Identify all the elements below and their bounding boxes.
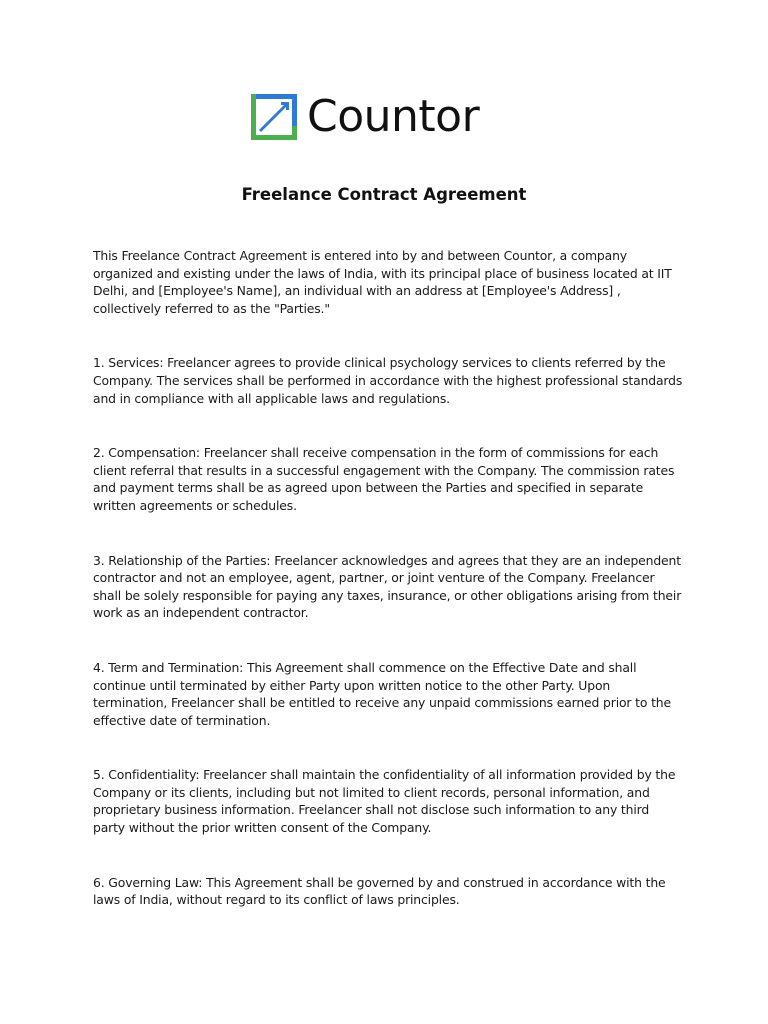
clause-governing-law: 6. Governing Law: This Agreement shall be governed by and construed in accordance with the laws of India, without regard to its conflict of laws principles. bbox=[93, 874, 666, 908]
document-body bbox=[93, 247, 683, 946]
countor-logo-mark-icon bbox=[251, 94, 297, 140]
brand-logo bbox=[251, 92, 479, 142]
brand-name: Countor bbox=[307, 91, 480, 142]
clause-services: 1. Services: Freelancer agrees to provide clinical psychology services to clients referred by the Company. The services shall be performed in accordance with the highest professional standards and in compliance with all applicable laws and regulations. bbox=[93, 355, 683, 406]
clause-relationship: 3. Relationship of the Parties: Freelancer acknowledges and agrees that they are an independent contractor and not an employee, agent, partner, or joint venture of the Company. Freelancer shall be solely responsible for paying any taxes, insurance, or other obligations arising from their work as an independent contractor. bbox=[93, 552, 682, 621]
clause-compensation: 2. Compensation: Freelancer shall receive compensation in the form of commissions for each client referral that results in a successful engagement with the Company. The commission rates and payment terms shall be as agreed upon between the Parties and specified in separate written agreements or schedules. bbox=[93, 445, 675, 513]
clause-term-termination: 4. Term and Termination: This Agreement shall commence on the Effective Date and shall continue until terminated by either Party upon written notice to the other Party. Upon termination, Freelancer shall be entitled to receive any unpaid commissions earned prior to the effective date of termination. bbox=[93, 659, 671, 728]
document-title: Freelance Contract Agreement bbox=[241, 185, 527, 204]
clause-confidentiality: 5. Confidentiality: Freelancer shall maintain the confidentiality of all information provided by the Company or its clients, including but not limited to client records, personal information, and proprietary business information. Freelancer shall not disclose such information to any third party without the prior written consent of the Company. bbox=[93, 767, 676, 836]
intro-paragraph: This Freelance Contract Agreement is entered into by and between Countor, a company organized and existing under the laws of India, with its principal place of business located at IIT Delhi, and [Employee's Name], an individual with an address at [Employee's Address] , collectively referred to as the "Parties." bbox=[93, 248, 672, 316]
